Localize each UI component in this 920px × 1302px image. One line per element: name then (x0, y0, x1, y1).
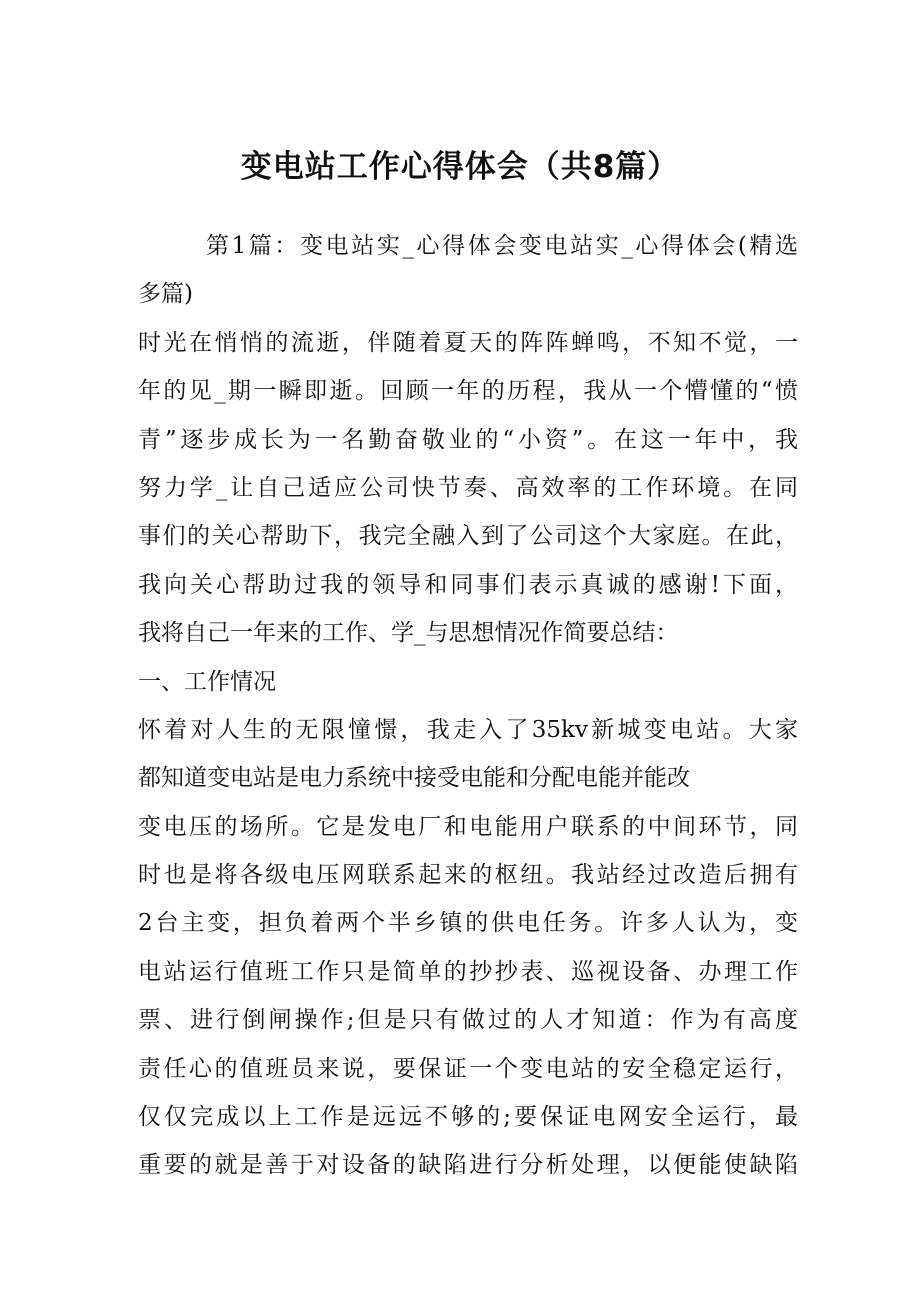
paragraph-line: 青”逐步成长为一名勤奋敬业的“小资”。在这一年中，我 (138, 426, 798, 453)
page-title: 变电站工作心得体会（共8篇） (240, 149, 680, 185)
paragraph-line: 电站运行值班工作只是简单的抄抄表、巡视设备、办理工作 (138, 958, 798, 985)
paragraph-line: 时光在悄悄的流逝，伴随着夏天的阵阵蝉鸣，不知不觉，一 (138, 329, 798, 356)
paragraph-line: 努力学_让自己适应公司快节奏、高效率的工作环境。在同 (138, 474, 798, 501)
paragraph-line: 都知道变电站是电力系统中接受电能和分配电能并能改 (138, 765, 690, 792)
paragraph-line: 重要的就是善于对设备的缺陷进行分析处理，以便能使缺陷 (138, 1152, 798, 1179)
paragraph-line: 时也是将各级电压网联系起来的枢纽。我站经过改造后拥有 (138, 862, 798, 889)
paragraph-line: 第1篇：变电站实_心得体会变电站实_心得体会(精选 (206, 233, 798, 259)
paragraph-line: 票、进行倒闸操作;但是只有做过的人才知道：作为有高度 (138, 1007, 798, 1034)
section-heading: 一、工作情况 (138, 668, 276, 695)
paragraph-line: 仅仅完成以上工作是远远不够的;要保证电网安全运行，最 (138, 1104, 798, 1131)
paragraph-line: 变电压的场所。它是发电厂和电能用户联系的中间环节，同 (138, 813, 798, 840)
paragraph-line: 我将自己一年来的工作、学_与思想情况作简要总结： (138, 620, 679, 647)
paragraph-line: 2台主变，担负着两个半乡镇的供电任务。许多人认为，变 (138, 910, 798, 937)
paragraph-line: 年的见_期一瞬即逝。回顾一年的历程，我从一个懵懂的“愤 (138, 378, 798, 405)
paragraph-line: 责任心的值班员来说，要保证一个变电站的安全稳定运行， (138, 1055, 798, 1082)
paragraph-line: 多篇) (138, 281, 193, 308)
paragraph-line: 事们的关心帮助下，我完全融入到了公司这个大家庭。在此， (138, 523, 798, 550)
paragraph-line: 我向关心帮助过我的领导和同事们表示真诚的感谢!下面， (138, 571, 798, 598)
paragraph-line: 怀着对人生的无限憧憬，我走入了35kv新城变电站。大家 (138, 716, 798, 743)
document-body (138, 222, 798, 1190)
